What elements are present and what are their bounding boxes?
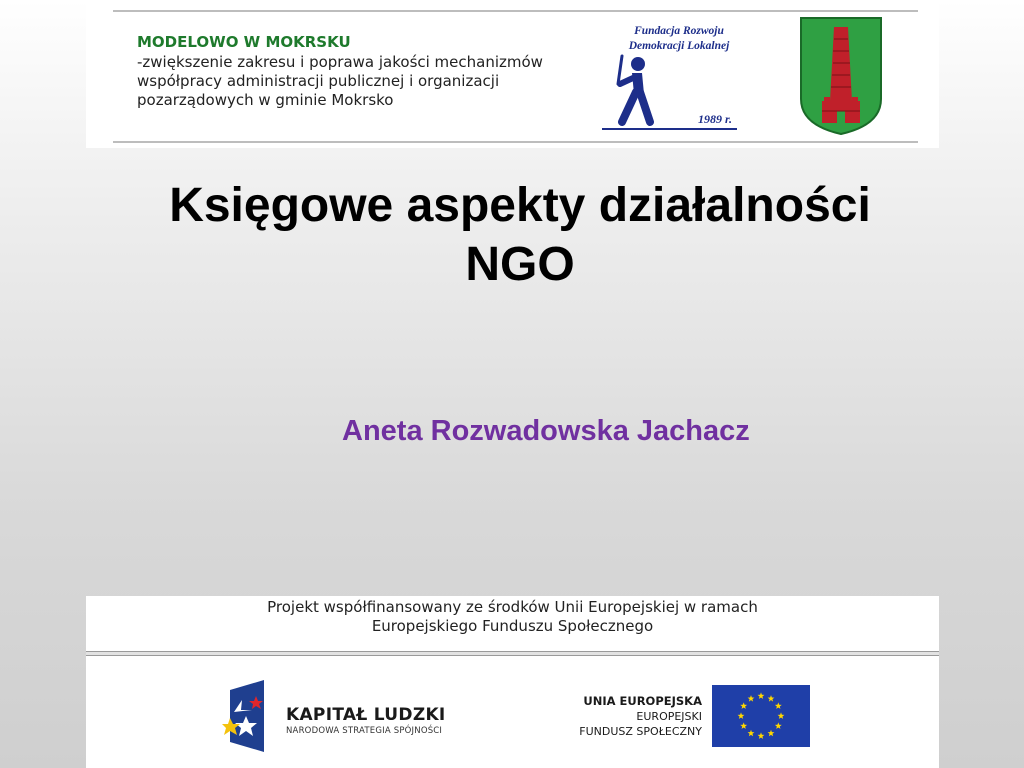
footer-cofinance-banner [86,596,939,651]
header-bottom-rule [113,141,918,143]
author-name: Aneta Rozwadowska Jachacz [342,415,750,447]
foundation-name-line-2: Demokracji Lokalnej [628,40,730,52]
cofinance-line-1: Projekt współfinansowany ze środków Unii Europejskiej w ramach [267,598,758,616]
slide-title-line-1: Księgowe aspekty działalności [169,179,871,232]
project-title: MODELOWO W MOKRSKU [137,33,351,51]
slide-title [86,176,954,294]
project-description-line-1: -zwiększenie zakresu i poprawa jakości mechanizmów [137,53,543,71]
eu-label-line-3: FUNDUSZ SPOŁECZNY [579,725,702,738]
foundation-year: 1989 r. [698,112,733,126]
eu-label-line-2: EUROPEJSKI [636,710,702,723]
tower-coat-of-arms-icon [800,17,882,135]
project-description-line-3: pozarządowych w gminie Mokrsko [137,91,394,109]
slide-title-line-2: NGO [465,238,575,291]
foundation-name [614,24,744,54]
walking-figure-icon [612,54,658,128]
eu-label-line-1: UNIA EUROPEJSKA [583,694,702,708]
eu-flag-icon [712,685,810,747]
foundation-name-line-1: Fundacja Rozwoju [634,25,724,37]
eu-label [548,694,702,739]
kapital-ludzki-subtitle: NARODOWA STRATEGIA SPÓJNOŚCI [286,726,443,736]
header-top-rule [113,10,918,12]
project-description-line-2: współpracy administracji publicznej i organizacji [137,72,500,90]
kapital-ludzki-name: KAPITAŁ LUDZKI [286,705,446,725]
foundation-underline [602,128,737,130]
cofinance-line-2: Europejskiego Funduszu Społecznego [371,617,654,635]
footer-logos-banner [86,656,939,768]
kapital-ludzki-logo-icon [222,680,268,752]
